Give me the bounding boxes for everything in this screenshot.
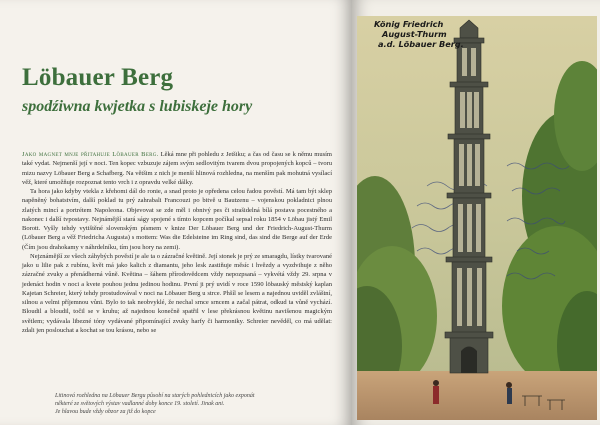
caption-line: Je hlavou bude vždy obzor za již do kopce [55,409,156,416]
postcard-title-line: August-Thurm [382,29,447,39]
body-paragraph: Nejznámější ze všech záhybých pověstí je ale ta o zázračné květině. Její stonek je prý ze smaragdu, lístky tvarované jako u lilie pak z rubínu, květ má jako kalich z diamantu, jeho lesk zastiňuje měsíc i hvězdy a vyzdvihuje z něho zázračné zvuky a přenádherná vůně. Květina – šáhem přírodovědcem vždy nepozpsaná – vykvétá vždy 29. srpna v jedenáct hodin v noci a kvete pouhou jednu jedinou hodinu. První ji prý uvidí v roce 1590 löbauský městský kaplan Kajetan Schreier, který tehdy prostudovával v noci na Löbauer Berg u strce. Phšíl se lesem a najednou uviděl zvláštní, silnou a velmi příjemnou vůni. Bylo to tak neobvyklé, že nechal srnce srncem a začal pátrat, odkud ta vůně vychází. Bloudil a bloudil, točil se v kruhu; až najednou konečně spatřil v lese překrásnou květinu navišenou magickým světlem; vydávala libezné tóny vydávané připomínající zvuky harfy či harmoniky. Schreier nevěděl, co má udělat: zdali jen poslouchat a kochat se tou krásou, nebo se [22,252,332,334]
body-paragraph [22,150,332,187]
chapter-title: Löbauer Berg [22,64,174,91]
lead-in: Jako magnet mnje přitahuje Löbauer Berg. [22,151,159,158]
postcard-title-line: König Friedrich [374,19,444,29]
caption-line: některé ze světových výstav vadlanné doby konce 19. století. Jinak ani. [55,401,225,408]
body-text [22,150,332,335]
postcard-image [357,16,597,420]
postcard-title-line: a.d. Löbauer Berg. [378,39,464,49]
chapter-subtitle: spodźiwna kwjetka s lubiskeje hory [22,98,253,115]
image-caption [55,392,325,417]
tower-illustration [357,16,597,420]
caption-line: Litinová rozhledna na Löbauer Bergu působí na starých pohlednicích jako exponát [55,393,255,399]
paragraph-text: Lěká mne při pohledu z Jetšiku; a čas od času se k němu musím také vydat. Nejmenší její v noci. Ten kopec vzbuzuje zájem svým sedlovitým tvarem dvou propojených kopců – tvoru mizu nazvy Löbauer Berg a Schafberg. Na většim z nich je menší hlinová rozhledna, na menším pak mohutná vysílací věž, které umožňuje rozpoznat tento vrch i z opravdu velké dálky. [22,151,332,186]
body-paragraph: Ta hora jako kdyby vtekla z křehomi dál do ronie, a snad proto je opředena celou řadou pověstí. Má tam být sklep napěněný bohatstvím, další poklad tu prý zahrabali Francouzi po bitvě u Bautzenu – vojenskou pokladnici plnou zlatých mincí a portrétem Napoleona. Objevovat se zde měl i obnivý pes či strašidelná bílá postava pocestného a nakonec i další tvpostavy. Nejnámější stará ságy spojené s tímto kopcem počíkal sepsal roku 1854 v Löbau jistý Emil Borott. Vyšly tehdy vytištěné slovenským písmem v knize Der Löbauer Berg und der Friedrich-August-Thurm (Löbauer Berg a věž Friedricha Augusta) s mottem: Was die Edelsteine im Ring sind, das sind die Berge auf der Erde (Čím jsou drahokamy v náhrdelníku, tím jsou hory na zemi). [22,188,332,251]
postcard-title [370,19,464,49]
